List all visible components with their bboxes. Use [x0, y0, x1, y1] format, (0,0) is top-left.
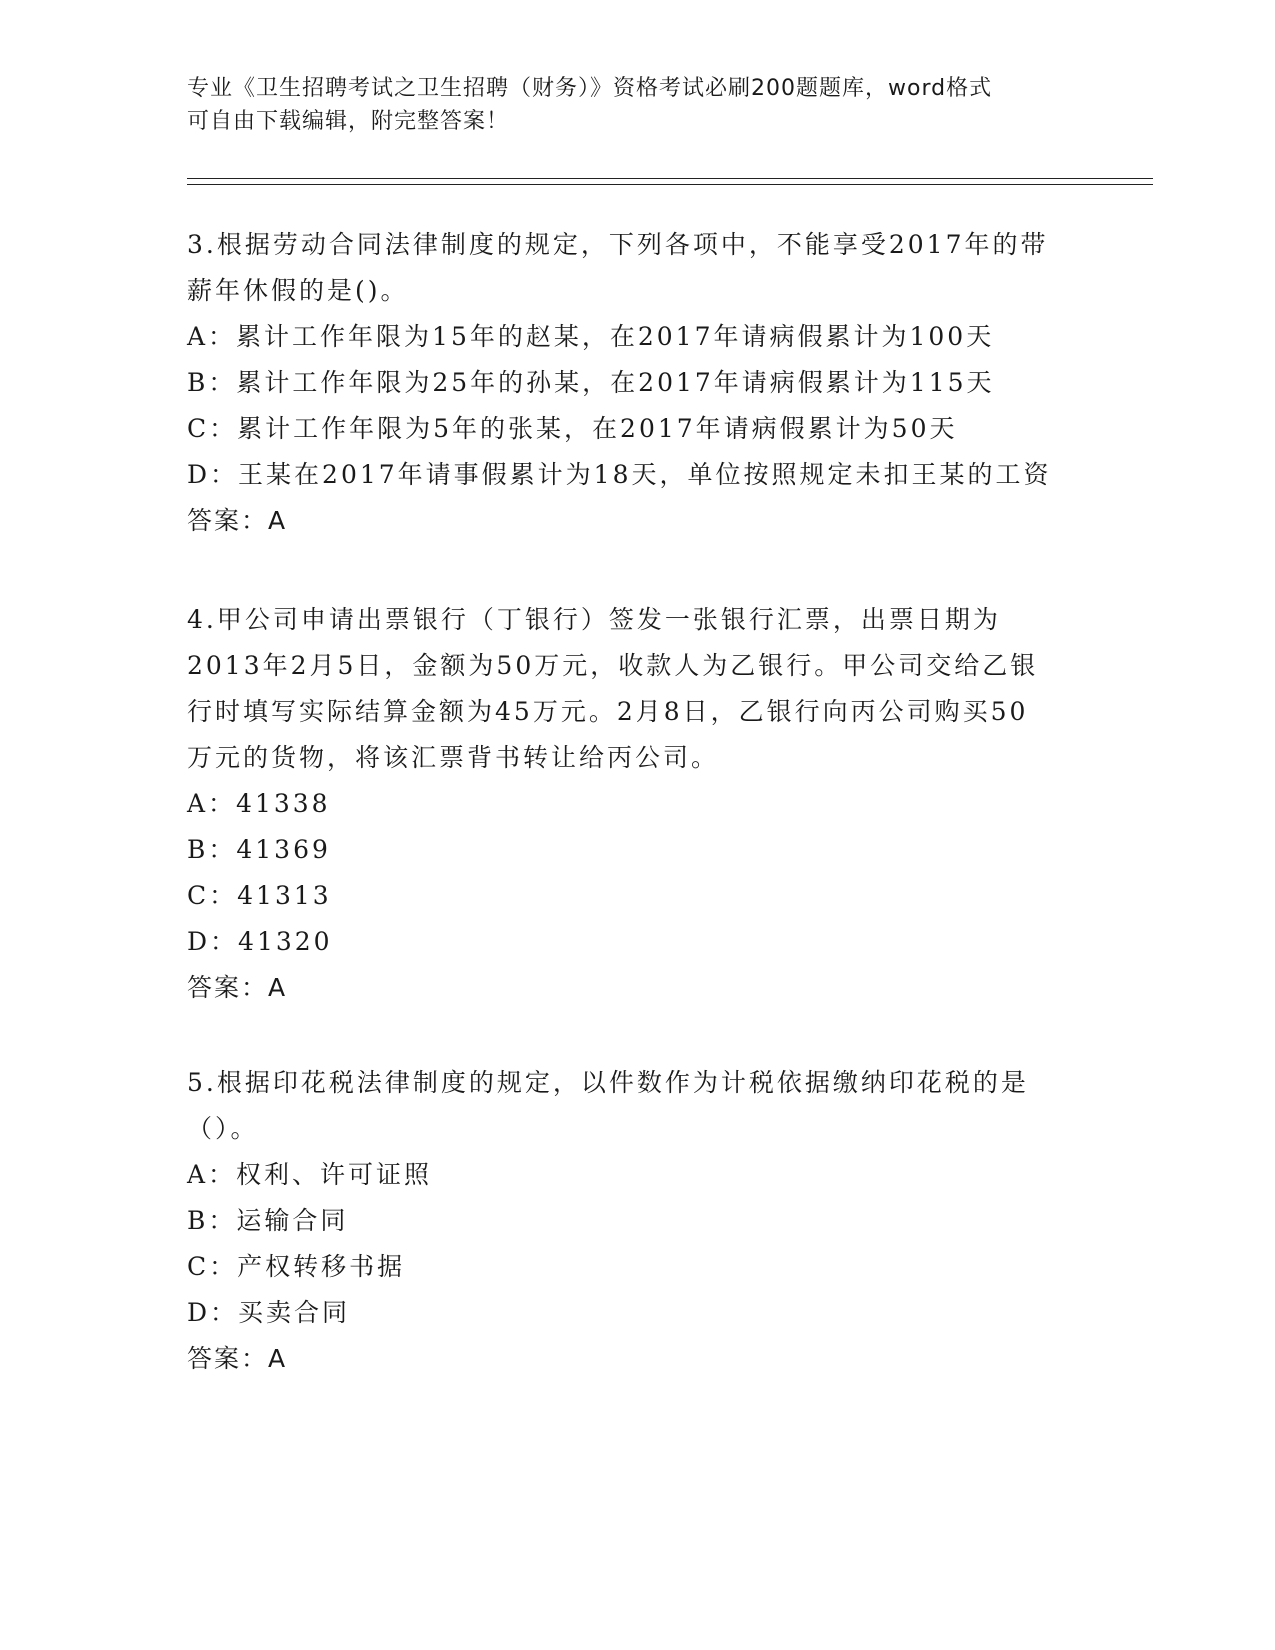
- question-4: [187, 597, 1087, 1011]
- question-stem-line: 行时填写实际结算金额为45万元。2月8日，乙银行向丙公司购买50: [187, 697, 1029, 726]
- option-a: A：41338: [187, 789, 331, 818]
- option-b: B：41369: [187, 835, 331, 864]
- option-c: C：41313: [187, 881, 332, 910]
- question-stem-line: 万元的货物，将该汇票背书转让给丙公司。: [187, 743, 720, 772]
- option-a: A：权利、许可证照: [187, 1160, 433, 1189]
- option-d: D：王某在2017年请事假累计为18天，单位按照规定未扣王某的工资: [187, 460, 1052, 489]
- question-stem-line: 5.根据印花税法律制度的规定，以件数作为计税依据缴纳印花税的是: [187, 1068, 1029, 1097]
- option-a: A：累计工作年限为15年的赵某，在2017年请病假累计为100天: [187, 322, 995, 351]
- header-divider: [187, 178, 1153, 185]
- header-title-line-1: 专业《卫生招聘考试之卫生招聘（财务）》资格考试必刷200题题库，word格式: [187, 76, 993, 101]
- option-d: D：买卖合同: [187, 1298, 351, 1327]
- answer-line: 答案：A: [187, 506, 288, 535]
- question-3: [187, 222, 1087, 544]
- question-stem-line: 4.甲公司申请出票银行（丁银行）签发一张银行汇票，出票日期为: [187, 605, 1001, 634]
- question-stem-line: 3.根据劳动合同法律制度的规定，下列各项中，不能享受2017年的带: [187, 230, 1049, 259]
- question-stem-line: （）。: [187, 1114, 259, 1143]
- question-5: [187, 1060, 1087, 1382]
- question-stem-line: 薪年休假的是()。: [187, 276, 409, 305]
- header-title-line-2: 可自由下载编辑，附完整答案！: [187, 109, 510, 134]
- question-stem-line: 2013年2月5日，金额为50万元，收款人为乙银行。甲公司交给乙银: [187, 651, 1039, 680]
- document-header: [187, 72, 1087, 138]
- option-b: B：累计工作年限为25年的孙某，在2017年请病假累计为115天: [187, 368, 995, 397]
- option-d: D：41320: [187, 927, 333, 956]
- option-b: B：运输合同: [187, 1206, 349, 1235]
- option-c: C：累计工作年限为5年的张某，在2017年请病假累计为50天: [187, 414, 958, 443]
- answer-line: 答案：A: [187, 1344, 288, 1373]
- answer-line: 答案：A: [187, 973, 288, 1002]
- option-c: C：产权转移书据: [187, 1252, 406, 1281]
